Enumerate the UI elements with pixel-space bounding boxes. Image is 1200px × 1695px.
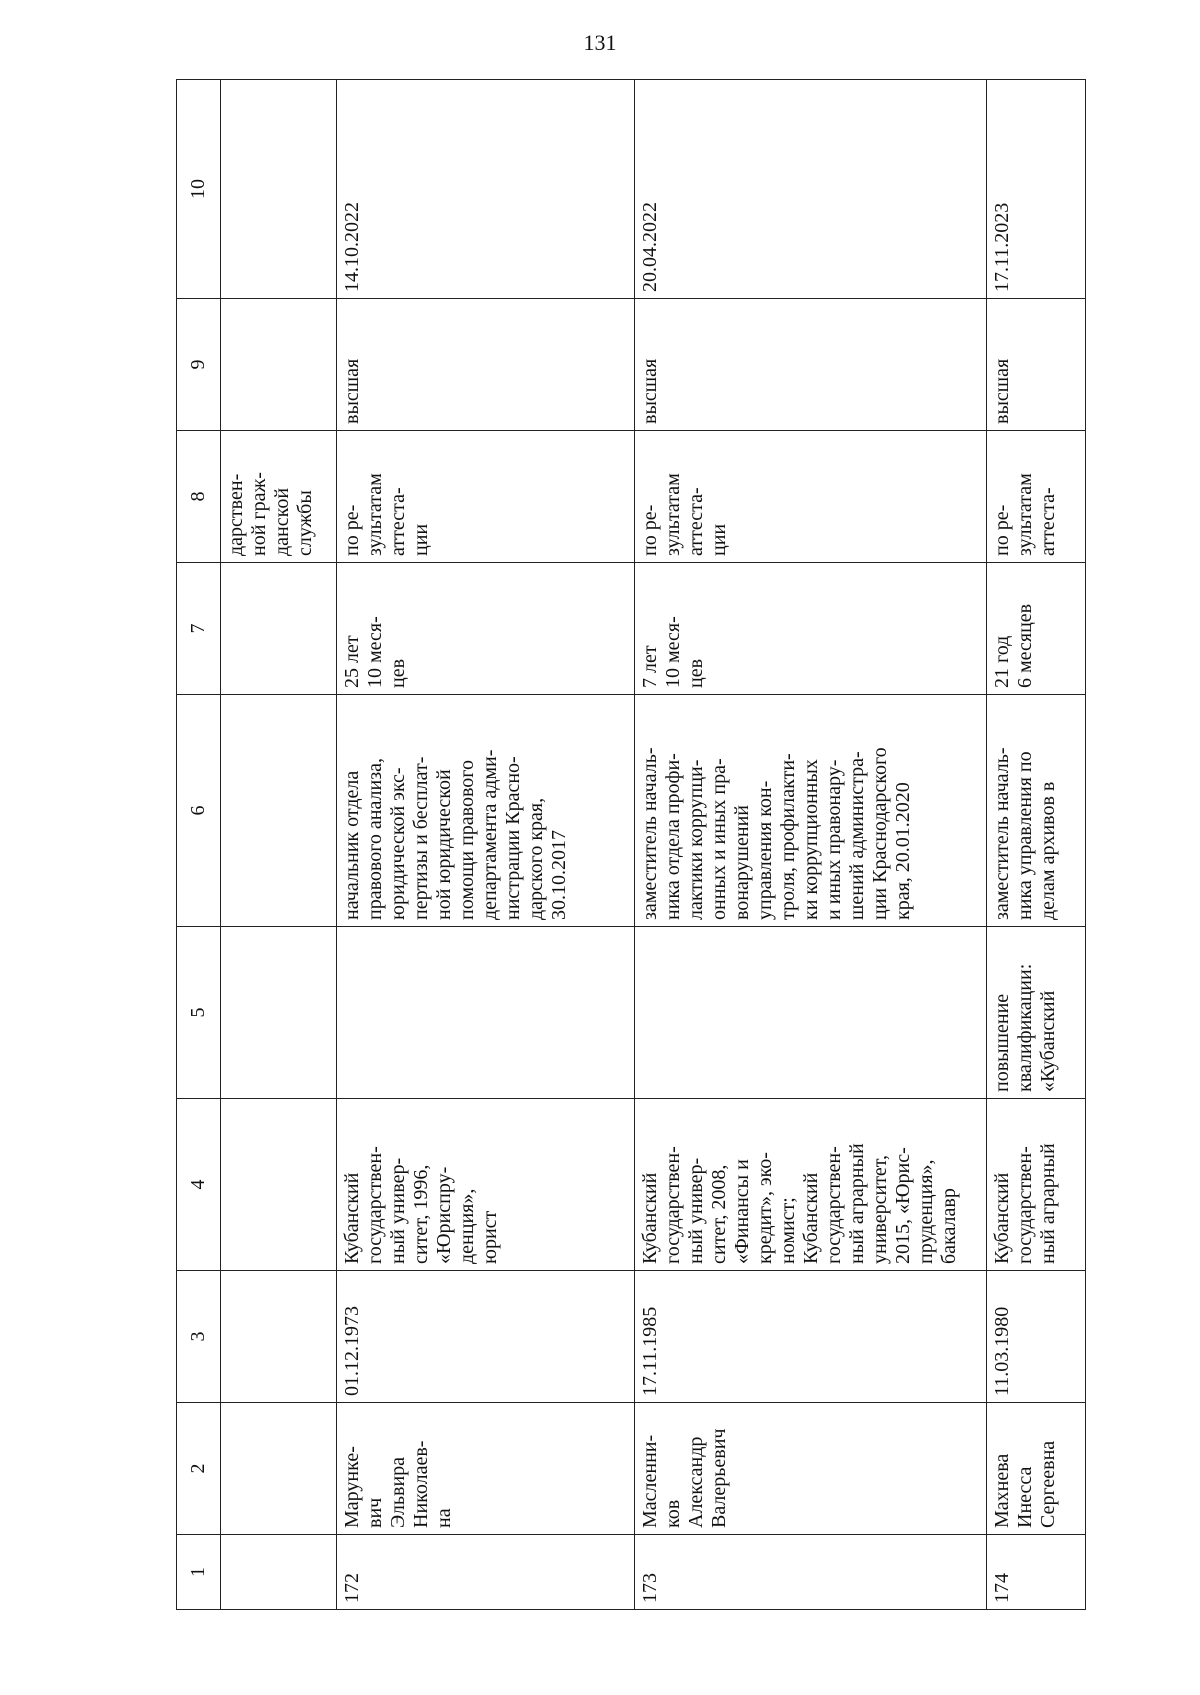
position: заместитель началь- ника управления по делам архивов в bbox=[986, 695, 1085, 927]
table-cell bbox=[220, 927, 336, 1099]
additional-education bbox=[634, 927, 986, 1099]
birth-date: 01.12.1973 bbox=[336, 1271, 634, 1403]
table-cell bbox=[220, 299, 336, 431]
table-cell bbox=[220, 1403, 336, 1535]
table-cell bbox=[220, 1271, 336, 1403]
birth-date: 17.11.1985 bbox=[634, 1271, 986, 1403]
column-header: 7 bbox=[177, 563, 221, 695]
table-cell bbox=[220, 80, 336, 299]
full-name: Махнева Инесса Сергеевна bbox=[986, 1403, 1085, 1535]
column-header: 5 bbox=[177, 927, 221, 1099]
position: заместитель началь- ника отдела профи- лактики коррупци- онных и иных пра- вонарушений управления кон- троля, профилакти- ки коррупционных и иных правонару- шений администра- ции Краснодарского края, 20.01.2020 bbox=[634, 695, 986, 927]
date: 17.11.2023 bbox=[986, 80, 1085, 299]
birth-date: 11.03.1980 bbox=[986, 1271, 1085, 1403]
row-number: 173 bbox=[634, 1535, 986, 1610]
page-number: 131 bbox=[583, 30, 617, 55]
education: Кубанский государствен- ный аграрный bbox=[986, 1099, 1085, 1271]
continuation-row bbox=[220, 80, 336, 1610]
rotated-table-container bbox=[176, 80, 1086, 1610]
education: Кубанский государствен- ный универ- ситет, 1996, «Юриспру- денция», юрист bbox=[336, 1099, 634, 1271]
table-cell bbox=[220, 1535, 336, 1610]
column-header: 8 bbox=[177, 431, 221, 563]
education: Кубанский государствен- ный универ- ситет, 2008, «Финансы и кредит», эко- номист; Кубанский государствен- ный аграрный университет, 2015, «Юрис- пруденция», бакалавр bbox=[634, 1099, 986, 1271]
appointment-basis: по ре- зультатам аттеста- ции bbox=[634, 431, 986, 563]
full-name: Масленни- ков Александр Валерьевич bbox=[634, 1403, 986, 1535]
column-header: 6 bbox=[177, 695, 221, 927]
service-length: 21 год 6 месяцев bbox=[986, 563, 1085, 695]
column-header-row bbox=[177, 80, 221, 1610]
appointment-basis: по ре- зультатам аттеста- ции bbox=[336, 431, 634, 563]
additional-education: повышение квалификации: «Кубанский bbox=[986, 927, 1085, 1099]
table-row bbox=[986, 80, 1085, 1610]
full-name: Марунке- вич Эльвира Николаев- на bbox=[336, 1403, 634, 1535]
appointment-basis: по ре- зультатам аттеста- bbox=[986, 431, 1085, 563]
table-cell: дарствен- ной граж- данской службы bbox=[220, 431, 336, 563]
column-header: 2 bbox=[177, 1403, 221, 1535]
column-header: 3 bbox=[177, 1271, 221, 1403]
table-cell bbox=[220, 695, 336, 927]
service-length: 7 лет 10 меся- цев bbox=[634, 563, 986, 695]
additional-education bbox=[336, 927, 634, 1099]
table-cell bbox=[220, 1099, 336, 1271]
date: 20.04.2022 bbox=[634, 80, 986, 299]
class-rank: высшая bbox=[634, 299, 986, 431]
row-number: 174 bbox=[986, 1535, 1085, 1610]
column-header: 4 bbox=[177, 1099, 221, 1271]
table-row bbox=[634, 80, 986, 1610]
date: 14.10.2022 bbox=[336, 80, 634, 299]
table-cell bbox=[220, 563, 336, 695]
service-length: 25 лет 10 меся- цев bbox=[336, 563, 634, 695]
column-header: 10 bbox=[177, 80, 221, 299]
column-header: 1 bbox=[177, 1535, 221, 1610]
table-row bbox=[336, 80, 634, 1610]
staff-table bbox=[176, 79, 1086, 1610]
position: начальник отдела правового анализа, юридической экс- пертизы и бесплат- ной юридической помощи правового департамента адми- нистрации Красно- дарского края, 30.10.2017 bbox=[336, 695, 634, 927]
column-header: 9 bbox=[177, 299, 221, 431]
class-rank: высшая bbox=[336, 299, 634, 431]
class-rank: высшая bbox=[986, 299, 1085, 431]
row-number: 172 bbox=[336, 1535, 634, 1610]
